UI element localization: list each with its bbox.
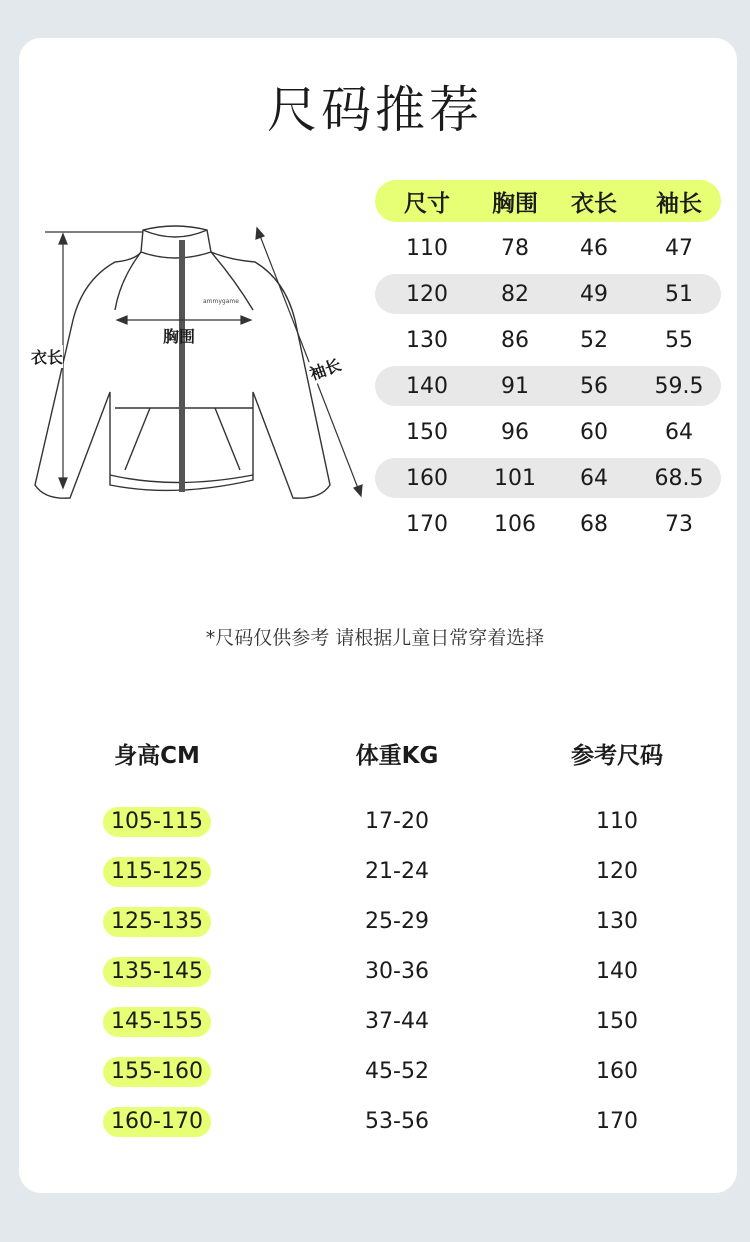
cell-sleeve: 51 — [665, 281, 693, 307]
cell-chest: 106 — [494, 511, 536, 537]
table-row — [375, 458, 721, 498]
header-weight: 体重KG — [355, 743, 439, 769]
size-table — [375, 180, 721, 544]
height-range: 155-160 — [103, 1057, 211, 1087]
sleeve-label: 袖长 — [306, 352, 344, 385]
cell-sleeve: 59.5 — [654, 373, 704, 399]
cell-sleeve: 64 — [665, 419, 693, 445]
table-row — [375, 228, 721, 268]
table-row — [375, 412, 721, 452]
table-row — [0, 1007, 750, 1039]
height-range: 125-135 — [103, 907, 211, 937]
cell-length: 68 — [580, 511, 608, 537]
header-length: 衣长 — [571, 190, 617, 217]
ref-size: 140 — [596, 959, 638, 984]
cell-length: 64 — [580, 465, 608, 491]
cell-chest: 96 — [501, 419, 529, 445]
height-range: 105-115 — [103, 807, 211, 837]
cell-size: 150 — [406, 419, 448, 445]
table-row — [375, 504, 721, 544]
header-ref-size: 参考尺码 — [571, 743, 663, 769]
height-range: 115-125 — [103, 857, 211, 887]
header-chest: 胸围 — [492, 190, 538, 217]
ref-size: 110 — [596, 809, 638, 834]
weight-range: 30-36 — [365, 959, 429, 984]
cell-chest: 101 — [494, 465, 536, 491]
table-row — [0, 957, 750, 989]
weight-range: 53-56 — [365, 1109, 429, 1134]
cell-length: 49 — [580, 281, 608, 307]
table-row — [0, 1107, 750, 1139]
length-label: 衣长 — [31, 345, 63, 368]
weight-range: 21-24 — [365, 859, 429, 884]
chest-label: 胸围 — [163, 327, 196, 346]
table-row — [375, 366, 721, 406]
header-sleeve: 袖长 — [656, 190, 702, 217]
height-range: 145-155 — [103, 1007, 211, 1037]
header-height: 身高CM — [114, 743, 200, 769]
cell-size: 160 — [406, 465, 448, 491]
weight-range: 45-52 — [365, 1059, 429, 1084]
size-note: *尺码仅供参考 请根据儿童日常穿着选择 — [205, 627, 545, 649]
table-row — [0, 857, 750, 889]
table-row — [0, 1057, 750, 1089]
ref-size: 170 — [596, 1109, 638, 1134]
table-row — [0, 907, 750, 939]
brand-label: ammygame — [203, 298, 239, 305]
ref-size: 160 — [596, 1059, 638, 1084]
cell-size: 170 — [406, 511, 448, 537]
cell-chest: 82 — [501, 281, 529, 307]
height-range: 135-145 — [103, 957, 211, 987]
zipper — [179, 240, 185, 492]
header-size: 尺寸 — [404, 190, 450, 217]
cell-chest: 91 — [501, 373, 529, 399]
cell-sleeve: 68.5 — [654, 465, 704, 491]
cell-sleeve: 73 — [665, 511, 693, 537]
cell-size: 140 — [406, 373, 448, 399]
ref-size: 130 — [596, 909, 638, 934]
weight-range: 17-20 — [365, 809, 429, 834]
ref-size: 120 — [596, 859, 638, 884]
ref-size: 150 — [596, 1009, 638, 1034]
weight-range: 25-29 — [365, 909, 429, 934]
cell-length: 56 — [580, 373, 608, 399]
cell-length: 52 — [580, 327, 608, 353]
table-row — [375, 274, 721, 314]
cell-chest: 86 — [501, 327, 529, 353]
cell-sleeve: 47 — [665, 235, 693, 261]
size-table-header — [375, 180, 721, 222]
cell-length: 60 — [580, 419, 608, 445]
page-title: 尺码推荐 — [267, 81, 483, 139]
height-range: 160-170 — [103, 1107, 211, 1137]
cell-size: 120 — [406, 281, 448, 307]
table-row — [0, 807, 750, 839]
weight-range: 37-44 — [365, 1009, 429, 1034]
cell-size: 130 — [406, 327, 448, 353]
table-row — [375, 320, 721, 360]
cell-size: 110 — [406, 235, 448, 261]
cell-sleeve: 55 — [665, 327, 693, 353]
cell-chest: 78 — [501, 235, 529, 261]
cell-length: 46 — [580, 235, 608, 261]
